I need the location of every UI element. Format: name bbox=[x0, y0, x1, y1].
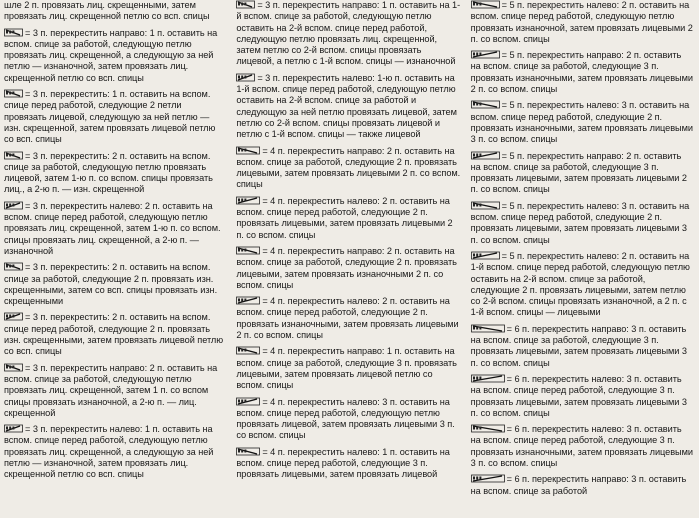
stitch-symbol-icon bbox=[471, 50, 500, 59]
stitch-symbol-icon bbox=[236, 346, 260, 355]
legend-entry-text: = 4 п. перекрестить направо: 2 п. оставить на вспом. спице за работой, следующие 2 п. провязать лицевыми, затем провязать изнаночными 2 п. со вспом. спицы bbox=[236, 245, 457, 290]
legend-entry bbox=[471, 151, 693, 196]
stitch-symbol-icon bbox=[4, 151, 23, 160]
legend-entry bbox=[4, 28, 226, 84]
legend-entry-text: = 4 п. перекрестить налево: 2 п. оставить на вспом. спице перед работой, следующие 2 п. провязать лицевыми, затем провязать лицевыми 2 п. со вспом. спицы bbox=[236, 195, 453, 240]
legend-entry-text: = 6 п. перекрестить направо: 3 п. оставить на вспом. спице за работой bbox=[470, 474, 687, 496]
legend-entry bbox=[236, 0, 460, 68]
legend-entry bbox=[236, 346, 460, 391]
stitch-symbol-icon bbox=[471, 100, 500, 109]
legend-entry bbox=[236, 246, 460, 291]
stitch-symbol-icon bbox=[4, 424, 23, 433]
legend-entry bbox=[4, 312, 226, 357]
legend-entry bbox=[4, 262, 226, 307]
legend-entry-text: = 5 п. перекрестить направо: 2 п. оставить на вспом. спице за работой, следующие 3 п. провязать изнаночными, затем провязать лицевыми 2 п. со вспом. спицы bbox=[470, 50, 693, 95]
stitch-symbol-icon bbox=[236, 447, 260, 456]
legend-entry bbox=[471, 50, 693, 95]
stitch-symbol-icon bbox=[236, 146, 260, 155]
legend-entry bbox=[4, 0, 226, 23]
legend-entry-text: = 3 п. перекрестить направо: 1 п. оставить на 1-й вспом. спице за работой, следующую петлю оставить на 2-й вспом. спице перед работой, следующую петлю провязать лиц. скрещенной, затем петлю со 2-й вспом. спицы провязать лицевой, а петлю с 1-й вспом. спицы — изнаночной bbox=[236, 0, 461, 67]
legend-entry bbox=[471, 374, 693, 419]
legend-entry-text: = 5 п. перекрестить налево: 2 п. оставить на вспом. спице перед работой, следующую петлю провязать изнаночной, затем провязать лицевыми 2 п. со вспом. спицы bbox=[470, 0, 693, 44]
stitch-symbol-icon bbox=[4, 89, 23, 98]
legend-entry-text: = 4 п. перекрестить налево: 1 п. оставить на вспом. спице перед работой, следующие 3 п. провязать лицевыми, затем провязать лицевой bbox=[236, 446, 450, 480]
stitch-symbol-icon bbox=[471, 251, 500, 260]
legend-entry-text: = 3 п. перекрестить налево: 1 п. оставить на вспом. спице перед работой, следующую петлю провязать лиц. скрещенной, а следующую за ней петлю — изнаночной, затем провязать лиц. скрещенной петлю со всп. спицы bbox=[4, 424, 214, 480]
stitch-symbol-icon bbox=[471, 324, 505, 333]
legend-entry-text: шле 2 п. провязать лиц. скрещенными, затем провязать лиц. скрещенной петлю со всп. спицы bbox=[4, 0, 210, 22]
stitch-symbol-icon bbox=[471, 374, 505, 383]
legend-entry bbox=[471, 324, 693, 369]
legend-entry-text: = 5 п. перекрестить налево: 2 п. оставить на 1-й вспом. спице перед работой, следующую петлю оставить на 2-й вспом. спице за работой, следующие 2 п. провязать лицевыми, затем петлю со 2-й вспом. спицы провязать изнаночной, а 2 п. с 1-й вспом. спицы — лицевыми bbox=[470, 250, 690, 318]
legend-entry-text: = 6 п. перекрестить налево: 3 п. оставить на вспом. спице перед работой, следующие 3 п. провязать лицевыми, затем провязать лицевыми 3 п. со вспом. спицы bbox=[470, 373, 687, 418]
legend-entry-text: = 5 п. перекрестить направо: 2 п. оставить на вспом. спице за работой, следующие 3 п. провязать лицевыми, затем провязать лицевыми 2 п. со вспом. спицы bbox=[470, 150, 687, 195]
stitch-symbol-icon bbox=[471, 0, 500, 9]
stitch-symbol-icon bbox=[4, 201, 23, 210]
stitch-symbol-icon bbox=[236, 196, 260, 205]
legend-entry-text: = 4 п. перекрестить налево: 3 п. оставить на вспом. спице перед работой, следующую петлю провязать лицевой, затем провязать лицевыми 3 п. со вспом. спицы bbox=[236, 396, 455, 441]
stitch-symbol-icon bbox=[236, 246, 260, 255]
legend-entry bbox=[236, 296, 460, 341]
stitch-symbol-icon bbox=[471, 424, 505, 433]
legend-entry bbox=[4, 424, 226, 480]
legend-entry bbox=[471, 251, 693, 319]
legend-entry-text: = 3 п. перекрестить направо: 2 п. оставить на вспом. спице за работой, следующую петлю провязать лиц. скрещенной, затем 1 п. со вспом спицы провязать изнаночной, а 2-ю п. — лиц. скрещенной bbox=[4, 362, 218, 418]
legend-entry bbox=[236, 447, 460, 481]
legend-entry-text: = 3 п. перекрестить налево: 1-ю п. оставить на 1-й вспом. спице перед работой, следующую петлю оставить на 2-й вспом. спице за работой и следующую за ней петлю провязать лицевой, затем петлю со 2-й вспом. спицы провязать лицевой и петлю с 1-й вспом. спицы — также лицевой bbox=[236, 72, 457, 140]
legend-entry bbox=[4, 89, 226, 145]
legend-entry-text: = 3 п. перекрестить налево: 2 п. оставить на вспом. спице перед работой, следующую петлю провязать лиц. скрещенной, затем 1-ю п. со вспом. спицы провязать лиц. скрещенной, а 2-ю п. — изнаночной bbox=[4, 200, 221, 256]
legend-entry-text: = 4 п. перекрестить направо: 1 п. оставить на вспом. спице за работой, следующие 3 п. провязать лицевыми, затем провязать лицевой петлю со вспом. спицы bbox=[236, 346, 457, 391]
stitch-symbol-icon bbox=[236, 397, 260, 406]
legend-entry-text: = 6 п. перекрестить налево: 3 п. оставить на вспом. спице перед работой, следующие 3 п. провязать изнаночными, затем провязать лицевыми 3 п. со вспом. спицы bbox=[470, 424, 693, 468]
legend-entry-text: = 4 п. перекрестить налево: 2 п. оставить на вспом. спице перед работой, следующие 2 п. провязать изнаночными, затем провязать лицевыми 2 п. со вспом. спицы bbox=[236, 296, 459, 341]
legend-entry-text: = 3 п. перекрестить: 2 п. оставить на вспом. спице перед работой, следующие 2 п. провязать изн. скрещенными, затем провязать лицевой петлю со всп. спицы bbox=[4, 312, 224, 357]
stitch-symbol-icon bbox=[236, 0, 255, 9]
stitch-symbol-icon bbox=[4, 312, 23, 321]
legend-entry-text: = 5 п. перекрестить налево: 3 п. оставить на вспом. спице перед работой, следующие 2 п. провязать лицевыми, затем провязать лицевыми 3 п. со вспом. спицы bbox=[470, 200, 690, 245]
legend-entry bbox=[236, 73, 460, 141]
stitch-symbol-icon bbox=[4, 262, 23, 271]
legend-entry-text: = 3 п. перекрестить направо: 1 п. оставить на вспом. спице за работой, следующую петлю провязать лиц. скрещенной, а следующую за ней петлю — изнаночной, затем провязать лиц. скрещенной петлю со всп. спицы bbox=[4, 27, 218, 83]
stitch-symbol-icon bbox=[236, 73, 255, 82]
stitch-symbol-icon bbox=[4, 363, 23, 372]
column-3 bbox=[471, 0, 693, 518]
legend-entry-text: = 5 п. перекрестить налево: 3 п. оставить на вспом. спице перед работой, следующие 2 п. провязать изнаночными, затем провязать лицевыми 3 п. со вспом. спицы bbox=[470, 100, 693, 145]
legend-entry-text: = 3 п. перекрестить: 2 п. оставить на вспом. спице за работой, следующую петлю провязать лицевой, затем 1-ю п. со вспом. спицы провязать лиц., а 2-ю п. — изн. скрещенной bbox=[4, 150, 213, 195]
legend-entry bbox=[471, 474, 693, 497]
legend-entry-text: = 6 п. перекрестить направо: 3 п. оставить на вспом. спице за работой, следующие 3 п. провязать лицевыми, затем провязать лицевыми 3 п. со вспом. спицы bbox=[470, 323, 687, 368]
legend-entry bbox=[471, 201, 693, 246]
stitch-symbol-icon bbox=[471, 151, 500, 160]
stitch-symbol-icon bbox=[471, 474, 505, 483]
legend-entry bbox=[4, 363, 226, 419]
legend-entry bbox=[236, 146, 460, 191]
column-1 bbox=[4, 0, 226, 518]
legend-entry bbox=[236, 196, 460, 241]
legend-entry bbox=[471, 424, 693, 469]
stitch-symbol-icon bbox=[4, 28, 23, 37]
legend-entry-text: = 3 п. перекрестить: 2 п. оставить на вспом. спице за работой, следующие 2 п. провязать изн. скрещенными, затем со всп. спицы провязать изн. скрещенными bbox=[4, 262, 218, 307]
legend-entry bbox=[4, 201, 226, 257]
legend-entry-text: = 4 п. перекрестить направо: 2 п. оставить на вспом. спице за работой, следующие 2 п. провязать лицевыми, затем провязать лицевыми 2 п. со вспом. спицы bbox=[236, 145, 461, 190]
legend-entry bbox=[4, 151, 226, 196]
stitch-symbol-icon bbox=[236, 296, 260, 305]
legend-entry bbox=[236, 397, 460, 442]
column-2 bbox=[236, 0, 460, 518]
stitch-symbol-icon bbox=[471, 201, 500, 210]
legend-entry bbox=[471, 100, 693, 145]
legend-entry bbox=[471, 0, 693, 45]
legend-entry-text: = 3 п. перекрестить: 1 п. оставить на вспом. спице перед работой, следующие 2 петли провязать лицевой, следующую за ней петлю — изн. скрещенной, затем провязать лицевой петлю со всп. спицы bbox=[4, 89, 216, 145]
